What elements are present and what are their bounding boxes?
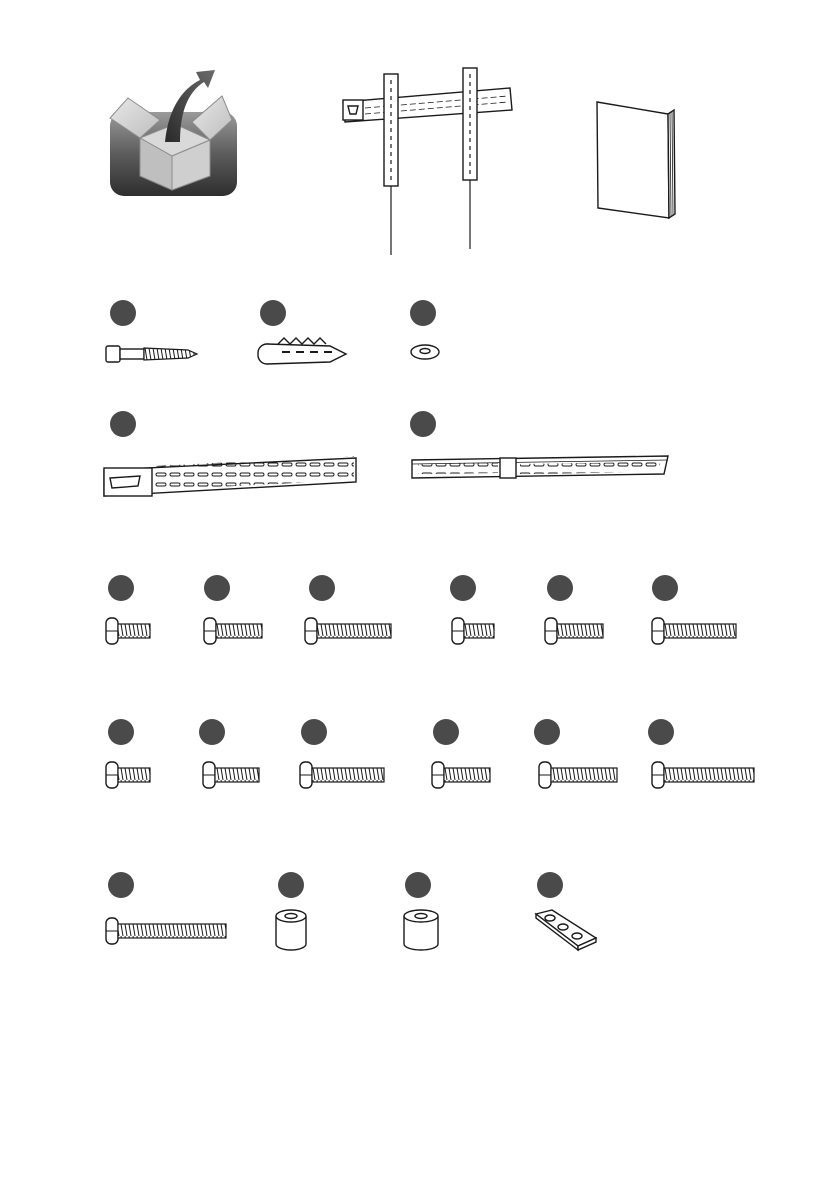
part-badge — [537, 872, 563, 898]
wall-rail-icon — [104, 456, 356, 496]
bolt-icon — [539, 762, 617, 788]
lag-screw-icon — [106, 346, 197, 362]
wall-mount-frame-icon — [343, 68, 512, 255]
part-badge — [199, 719, 225, 745]
part-badge — [309, 575, 335, 601]
part-badge — [260, 300, 286, 326]
part-badge — [648, 719, 674, 745]
part-badge — [301, 719, 327, 745]
part-badge — [108, 872, 134, 898]
bolt-icon — [452, 618, 494, 644]
bolt-icon — [300, 762, 384, 788]
bolt-icon — [204, 618, 262, 644]
wall-anchor-icon — [258, 338, 346, 364]
bolt-icon — [652, 762, 754, 788]
extension-arm-icon — [412, 456, 668, 478]
part-badge — [108, 719, 134, 745]
spacer-icon — [276, 910, 306, 950]
part-badge — [547, 575, 573, 601]
spacer-icon — [404, 910, 438, 950]
bolt-icon — [545, 618, 603, 644]
bolt-icon — [432, 762, 490, 788]
part-badge — [433, 719, 459, 745]
bolt-icon — [652, 618, 736, 644]
bolt-icon — [106, 618, 150, 644]
part-badge — [405, 872, 431, 898]
bolt-icon — [305, 618, 391, 644]
part-badge — [204, 575, 230, 601]
part-badge — [108, 575, 134, 601]
bolt-icon — [203, 762, 259, 788]
part-badge — [450, 575, 476, 601]
part-badge — [110, 300, 136, 326]
plate-icon — [536, 910, 596, 950]
part-badge — [652, 575, 678, 601]
bolt-icon — [106, 918, 226, 944]
washer-icon — [411, 345, 439, 359]
part-badge — [410, 411, 436, 437]
part-badge — [410, 300, 436, 326]
part-badge — [278, 872, 304, 898]
unpack-box-icon — [110, 70, 237, 196]
part-badge — [534, 719, 560, 745]
manual-booklet-icon — [597, 102, 675, 218]
part-badge — [110, 411, 136, 437]
bolt-icon — [106, 762, 150, 788]
